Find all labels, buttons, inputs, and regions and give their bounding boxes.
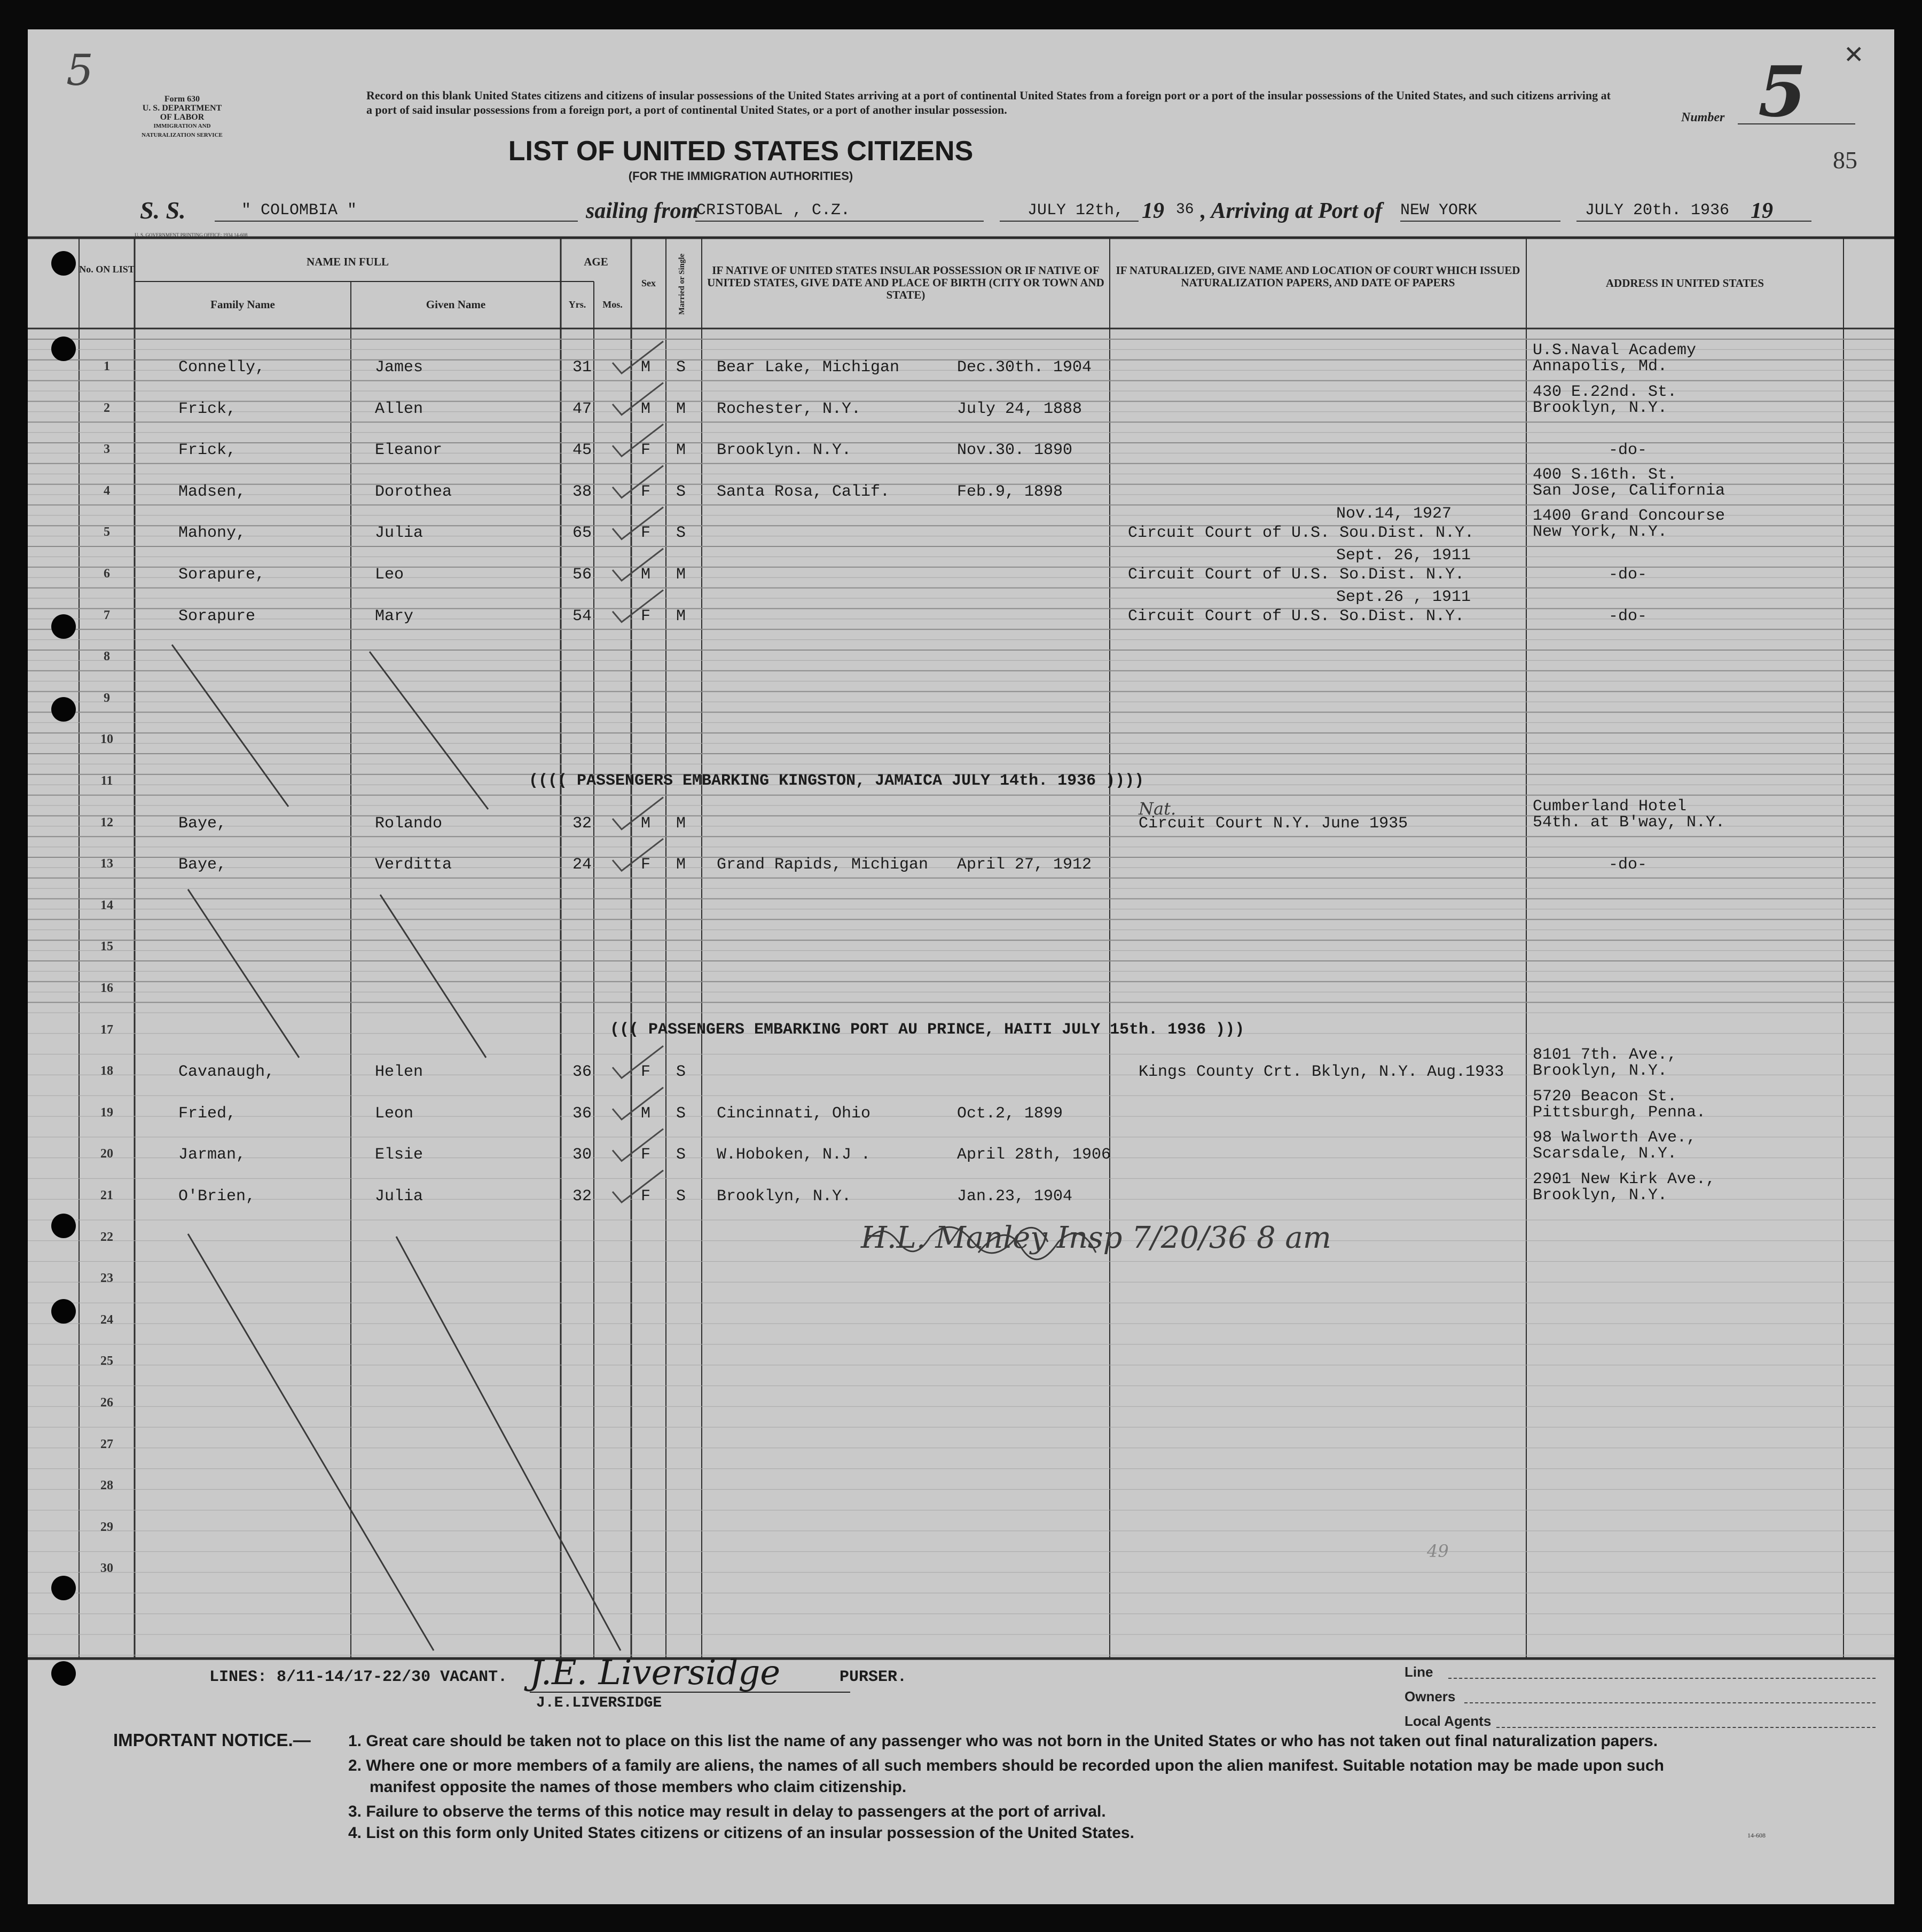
naturalization-date: Nov.14, 1927 (1336, 505, 1452, 523)
row-number: 29 (100, 1520, 113, 1534)
row-number: 11 (100, 774, 113, 788)
address-line-1: Cumberland Hotel (1533, 797, 1687, 816)
ship-name: " COLOMBIA " (241, 201, 357, 220)
address-line-2: Annapolis, Md. (1533, 357, 1668, 376)
birth-date: April 27, 1912 (957, 856, 1092, 874)
pencil-number: 49 (1427, 1541, 1449, 1561)
birth-date: April 28th, 1906 (957, 1146, 1111, 1164)
given-name: Julia (375, 524, 423, 543)
col-header-years: Yrs. (568, 299, 586, 310)
inspection-check-mark (613, 549, 663, 581)
departure-port: CRISTOBAL , C.Z. (696, 201, 851, 220)
col-header-address: ADDRESS IN UNITED STATES (1605, 277, 1764, 290)
birth-place: Santa Rosa, Calif. (717, 482, 890, 501)
inspection-check-mark (613, 1129, 663, 1161)
address-line-2: Brooklyn, N.Y. (1533, 398, 1668, 417)
punch-hole (51, 1576, 76, 1600)
row-number: 14 (100, 898, 113, 912)
sex: M (641, 400, 651, 418)
given-name: Julia (375, 1187, 423, 1206)
marital-status: S (676, 1104, 686, 1123)
row-number: 20 (100, 1147, 113, 1161)
col-header-naturalized: IF NATURALIZED, GIVE NAME AND LOCATION OF COURT WHICH ISSUED NATURALIZATION PAPERS, AND DATE OF PAPERS (1116, 264, 1520, 289)
address-line-2: Brooklyn, N.Y. (1533, 1062, 1668, 1081)
address-line-1: 1400 Grand Concourse (1533, 507, 1725, 526)
given-name: Eleanor (375, 441, 443, 460)
naturalization-court: Circuit Court of U.S. So.Dist. N.Y. (1128, 566, 1465, 584)
form-number: Form 630 (164, 95, 200, 104)
row-number: 8 (104, 650, 110, 664)
age-years: 38 (572, 482, 592, 501)
row-number: 6 (104, 567, 110, 581)
address-line-1: -do- (1609, 607, 1648, 625)
sex: F (641, 524, 651, 543)
col-header-marital: Married or Single (678, 253, 686, 315)
naturalization-court: Circuit Court of U.S. Sou.Dist. N.Y. (1128, 524, 1474, 543)
marital-status: S (676, 524, 686, 543)
sex: F (641, 1063, 651, 1082)
vacant-lines-note: LINES: 8/11-14/17-22/30 VACANT. (209, 1668, 508, 1686)
notice-4: 4. List on this form only United States citizens or citizens of an insular possession of the United States. (348, 1824, 1134, 1842)
row-number: 27 (100, 1437, 113, 1451)
row-number: 12 (100, 815, 113, 830)
given-name: James (375, 358, 423, 377)
row-number: 23 (100, 1271, 113, 1286)
year-prefix: 19 (1142, 199, 1164, 223)
birth-date: Feb.9, 1898 (957, 482, 1063, 501)
row-number: 28 (100, 1479, 113, 1493)
marital-status: S (676, 1187, 686, 1206)
number-value: 5 (1758, 51, 1807, 132)
inspection-check-mark (613, 383, 663, 415)
given-name: Verditta (375, 856, 452, 874)
age-years: 30 (572, 1146, 592, 1164)
naturalization-court: Kings County Crt. Bklyn, N.Y. Aug.1933 (1139, 1063, 1504, 1082)
birth-date: Nov.30. 1890 (957, 441, 1073, 460)
row-number: 19 (100, 1105, 113, 1120)
address-line-2: Pittsburgh, Penna. (1533, 1103, 1706, 1122)
page-number: 85 (1833, 146, 1857, 174)
col-header-age: AGE (584, 255, 608, 268)
year-suffix: 36 (1176, 201, 1194, 218)
naturalization-court: Circuit Court N.Y. June 1935 (1139, 814, 1408, 833)
arriving-label: , Arriving at Port of (1201, 199, 1383, 223)
important-notice-title: IMPORTANT NOTICE.— (113, 1730, 311, 1750)
embarkation-separator: (((( PASSENGERS EMBARKING KINGSTON, JAMAICA JULY 14th. 1936 )))) (529, 772, 1144, 790)
age-years: 56 (572, 566, 592, 584)
family-name: Baye, (178, 814, 227, 833)
form-subtitle: (FOR THE IMMIGRATION AUTHORITIES) (628, 169, 853, 183)
row-number: 7 (104, 608, 110, 622)
sex: M (641, 1104, 651, 1123)
age-years: 45 (572, 441, 592, 460)
given-name: Allen (375, 400, 423, 418)
naturalization-court: Circuit Court of U.S. So.Dist. N.Y. (1128, 607, 1465, 625)
arrival-year-label: 19 (1751, 199, 1773, 223)
sex: F (641, 856, 651, 874)
birth-place: Brooklyn. N.Y. (717, 441, 852, 460)
row-number: 26 (100, 1396, 113, 1410)
sex: F (641, 482, 651, 501)
local-agents-label: Local Agents (1405, 1713, 1492, 1729)
sex: M (641, 358, 651, 377)
address-line-2: San Jose, California (1533, 481, 1725, 500)
address-line-1: -do- (1609, 856, 1648, 874)
age-years: 31 (572, 358, 592, 377)
service-name: IMMIGRATION AND NATURALIZATION SERVICE (142, 123, 223, 138)
age-years: 36 (572, 1063, 592, 1082)
punch-hole (51, 251, 76, 276)
age-years: 32 (572, 814, 592, 833)
sex: F (641, 441, 651, 460)
inspection-check-mark (613, 839, 663, 871)
corner-star-mark: ✕ (1843, 41, 1864, 68)
age-years: 36 (572, 1104, 592, 1123)
marital-status: S (676, 1063, 686, 1082)
marital-status: S (676, 482, 686, 501)
embarkation-separator: ((( PASSENGERS EMBARKING PORT AU PRINCE, HAITI JULY 15th. 1936 ))) (610, 1020, 1245, 1039)
row-number: 2 (104, 401, 110, 415)
row-number: 3 (104, 442, 110, 457)
notice-2-continued: manifest opposite the names of those members who claim citizenship. (370, 1778, 907, 1796)
form-instructions: Record on this blank United States citizens and citizens of insular possessions of the United States arriving at a port of continental United States from a foreign port or a port of the insular possessions of the United States, and such citizens arriving at a port of said insular possessions from a foreign port, a port of continental United States, or a port of another insular possession. (366, 89, 1611, 116)
age-years: 65 (572, 524, 592, 543)
row-number: 25 (100, 1354, 113, 1368)
marital-status: M (676, 441, 686, 460)
marital-status: M (676, 856, 686, 874)
family-name: Cavanaugh, (178, 1063, 275, 1082)
address-line-2: Brooklyn, N.Y. (1533, 1186, 1668, 1204)
col-header-months: Mos. (602, 299, 623, 310)
printing-office-imprint: U. S. GOVERNMENT PRINTING OFFICE: 1934 14-608 (135, 232, 248, 238)
notice-3: 3. Failure to observe the terms of this notice may result in delay to passengers at the port of arrival. (348, 1803, 1106, 1820)
address-line-1: -do- (1609, 441, 1648, 460)
family-name: Frick, (178, 441, 237, 460)
sailing-from-label: sailing from (586, 199, 699, 223)
age-years: 24 (572, 856, 592, 874)
row-number: 17 (100, 1022, 113, 1037)
corner-handwritten-number: 5 (66, 45, 93, 95)
col-header-sex: Sex (641, 278, 656, 288)
arrival-date: JULY 20th. 1936 (1585, 201, 1730, 220)
notice-2: 2. Where one or more members of a family are aliens, the names of all such members should be recorded upon the alien manifest. Suitable notation may be made upon such (348, 1757, 1664, 1774)
address-line-1: 430 E.22nd. St. (1533, 382, 1677, 401)
line-label: Line (1405, 1664, 1433, 1680)
marital-status: M (676, 814, 686, 833)
marital-status: S (676, 1146, 686, 1164)
given-name: Leon (375, 1104, 414, 1123)
birth-date: Jan.23, 1904 (957, 1187, 1073, 1206)
sex: F (641, 607, 651, 625)
given-name: Mary (375, 607, 414, 625)
birth-place: Rochester, N.Y. (717, 400, 861, 418)
given-name: Dorothea (375, 482, 452, 501)
address-line-2: 54th. at B'way, N.Y. (1533, 813, 1725, 832)
birth-date: July 24, 1888 (957, 400, 1082, 418)
local-agents-field (1496, 1727, 1876, 1728)
sex: M (641, 814, 651, 833)
row-number: 24 (100, 1312, 113, 1327)
owners-field (1464, 1702, 1876, 1703)
row-number: 9 (104, 691, 110, 705)
row-number: 16 (100, 981, 113, 995)
address-line-1: -do- (1609, 566, 1648, 584)
col-header-given-name: Given Name (426, 298, 486, 311)
family-name: Sorapure (178, 607, 256, 625)
sex: M (641, 566, 651, 584)
address-line-1: 2901 New Kirk Ave., (1533, 1170, 1716, 1188)
row-number: 10 (100, 732, 113, 747)
marital-status: M (676, 400, 686, 418)
line-field (1448, 1678, 1876, 1679)
family-name: O'Brien, (178, 1187, 256, 1206)
address-line-1: U.S.Naval Academy (1533, 341, 1697, 359)
col-header-line-no: No. ON LIST (79, 264, 135, 275)
punch-hole (51, 337, 76, 361)
age-years: 32 (572, 1187, 592, 1206)
form-title: LIST OF UNITED STATES CITIZENS (508, 136, 974, 167)
given-name: Helen (375, 1063, 423, 1082)
family-name: Mahony, (178, 524, 246, 543)
inspection-check-mark (613, 1046, 663, 1078)
given-name: Leo (375, 566, 404, 584)
purser-signature: J.E. Liversidge (530, 1653, 781, 1693)
address-line-1: 8101 7th. Ave., (1533, 1046, 1677, 1065)
given-name: Elsie (375, 1146, 423, 1164)
age-years: 54 (572, 607, 592, 625)
footer-form-code: 14-608 (1747, 1832, 1766, 1839)
inspection-check-mark (613, 1170, 663, 1202)
marital-status: S (676, 358, 686, 377)
address-line-2: Scarsdale, N.Y. (1533, 1145, 1677, 1163)
row-number: 18 (100, 1064, 113, 1078)
inspection-check-mark (613, 507, 663, 539)
inspector-signature: H.L. Manley Insp 7/20/36 8 am (861, 1221, 1331, 1255)
punch-hole (51, 614, 76, 639)
birth-date: Dec.30th. 1904 (957, 358, 1092, 377)
row-number: 21 (100, 1188, 113, 1202)
row-number: 22 (100, 1230, 113, 1244)
birth-place: W.Hoboken, N.J . (717, 1146, 871, 1164)
family-name: Fried, (178, 1104, 237, 1123)
owners-label: Owners (1405, 1688, 1456, 1704)
age-years: 47 (572, 400, 592, 418)
family-name: Baye, (178, 856, 227, 874)
col-header-family-name: Family Name (210, 298, 275, 311)
manifest-sheet (28, 29, 1894, 1904)
purser-label: PURSER. (840, 1668, 907, 1686)
inspection-check-mark (613, 466, 663, 498)
sailing-date: JULY 12th, (1027, 201, 1124, 220)
punch-hole (51, 697, 76, 722)
marital-status: M (676, 607, 686, 625)
punch-hole (51, 1214, 76, 1238)
row-number: 13 (100, 857, 113, 871)
address-line-1: 5720 Beacon St. (1533, 1087, 1677, 1106)
address-line-2: New York, N.Y. (1533, 523, 1668, 542)
punch-hole (51, 1299, 76, 1324)
address-line-1: 98 Walworth Ave., (1533, 1129, 1697, 1147)
row-number: 15 (100, 940, 113, 954)
inspection-check-mark (613, 1088, 663, 1120)
row-number: 1 (104, 359, 110, 373)
marital-status: M (676, 566, 686, 584)
number-label: Number (1681, 111, 1725, 124)
birth-place: Bear Lake, Michigan (717, 358, 900, 377)
row-number: 5 (104, 525, 110, 539)
purser-signature-line (530, 1692, 850, 1693)
department-name: U. S. DEPARTMENT OF LABOR (142, 104, 222, 122)
birth-place: Cincinnati, Ohio (717, 1104, 871, 1123)
inspection-check-mark (613, 590, 663, 622)
family-name: Jarman, (178, 1146, 246, 1164)
notice-1: 1. Great care should be taken not to place on this list the name of any passenger who was not born in the United States or who has not taken out final naturalization papers. (348, 1732, 1658, 1750)
birth-date: Oct.2, 1899 (957, 1104, 1063, 1123)
inspection-check-mark (613, 341, 663, 373)
family-name: Connelly, (178, 358, 265, 377)
col-header-name-in-full: NAME IN FULL (306, 255, 389, 268)
ss-label: S. S. (140, 197, 186, 224)
address-line-1: 400 S.16th. St. (1533, 465, 1677, 484)
given-name: Rolando (375, 814, 443, 833)
row-number: 30 (100, 1561, 113, 1576)
naturalization-date: Sept.26 , 1911 (1336, 588, 1471, 606)
inspection-check-mark (613, 797, 663, 830)
naturalization-date: Sept. 26, 1911 (1336, 546, 1471, 565)
family-name: Madsen, (178, 482, 246, 501)
naturalization-scrawl: Nat. (1139, 799, 1176, 819)
sex: F (641, 1187, 651, 1206)
col-header-birth: IF NATIVE OF UNITED STATES INSULAR POSSESSION OR IF NATIVE OF UNITED STATES, GIVE DATE AND PLACE OF BIRTH (CITY OR TOWN AND STATE) (707, 264, 1104, 301)
row-number: 4 (104, 483, 110, 498)
punch-hole (51, 1661, 76, 1686)
family-name: Sorapure, (178, 566, 265, 584)
family-name: Frick, (178, 400, 237, 418)
purser-typed-name: J.E.LIVERSIDGE (536, 1695, 662, 1711)
arrival-port: NEW YORK (1400, 201, 1478, 220)
birth-place: Grand Rapids, Michigan (717, 856, 929, 874)
sex: F (641, 1146, 651, 1164)
birth-place: Brooklyn, N.Y. (717, 1187, 852, 1206)
inspection-check-mark (613, 424, 663, 456)
